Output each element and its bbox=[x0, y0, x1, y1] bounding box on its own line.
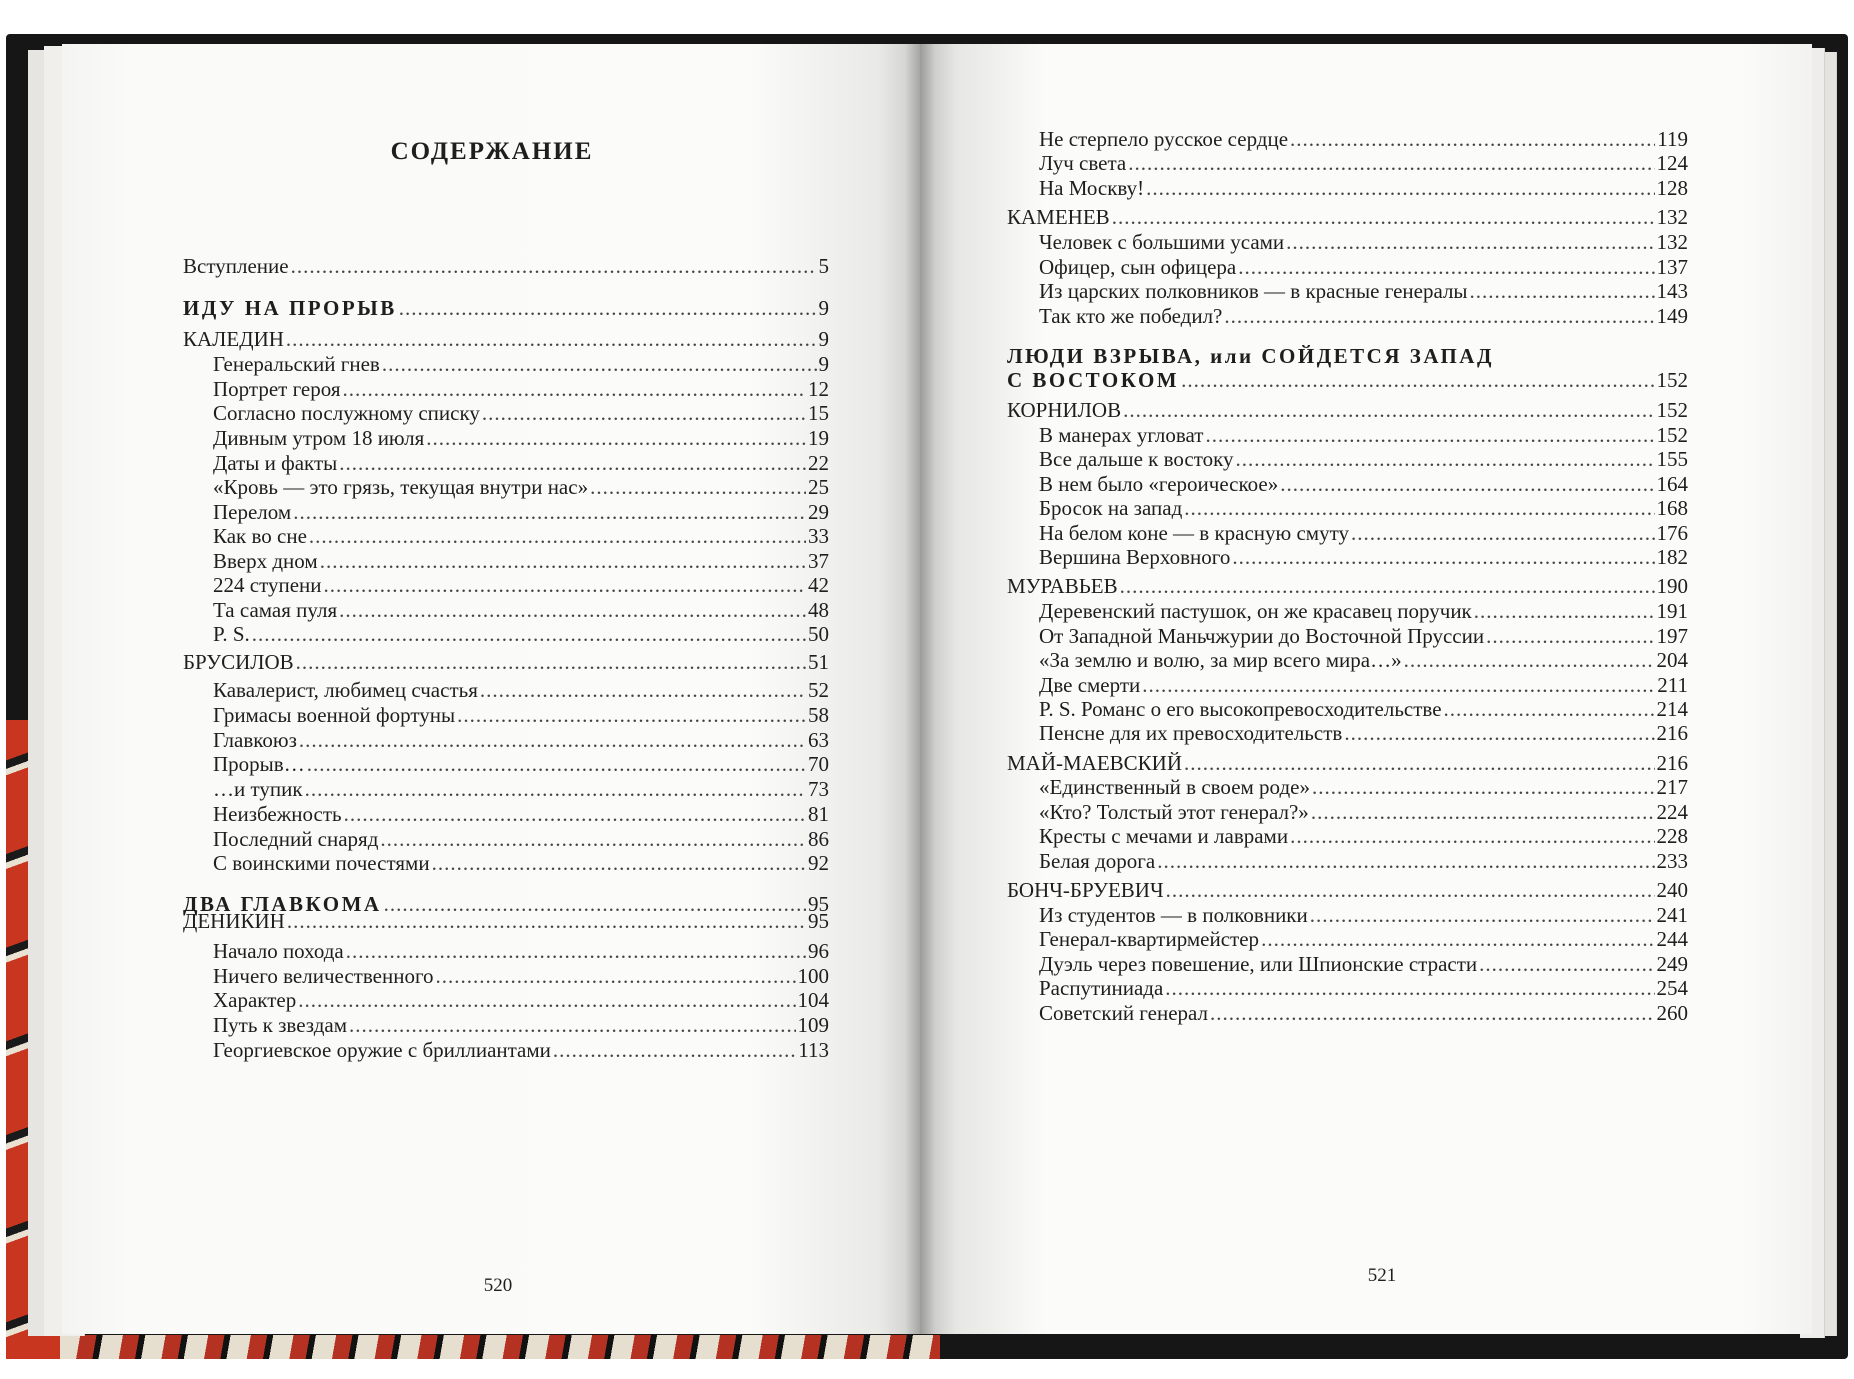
toc-entry-page: 9 bbox=[818, 296, 829, 320]
toc-leader-dots bbox=[1344, 719, 1654, 748]
toc-entry-page: 244 bbox=[1656, 927, 1688, 951]
toc-entry-title: Гримасы военной фортуны bbox=[213, 703, 456, 727]
toc-entry bbox=[1039, 719, 1688, 748]
toc-entry-title: С ВОСТОКОМ bbox=[1007, 368, 1180, 392]
toc-entry-page: 216 bbox=[1656, 751, 1688, 775]
toc-entry-title: Человек с большими усами bbox=[1039, 230, 1285, 254]
page-number-right: 521 bbox=[1367, 1265, 1397, 1286]
toc-entry-title: …и тупик bbox=[213, 777, 303, 801]
toc-entry-page: 25 bbox=[808, 475, 829, 499]
toc-entry-title: Георгиевское оружие с бриллиантами bbox=[213, 1038, 551, 1062]
toc-entry-title: Вершина Верховного bbox=[1039, 545, 1231, 569]
toc-entry-title: Прорыв… bbox=[213, 752, 305, 776]
toc-entry-title: Две смерти bbox=[1039, 673, 1141, 697]
toc-leader-dots bbox=[1157, 847, 1654, 876]
toc-entry-page: 152 bbox=[1656, 398, 1688, 422]
toc-leader-dots bbox=[1224, 302, 1654, 331]
toc-entry-page: 58 bbox=[808, 703, 829, 727]
toc-entry-title: P. S. Романс о его высокопревосходительстве bbox=[1039, 697, 1442, 721]
right-page bbox=[920, 44, 1812, 1334]
toc-entry-page: 260 bbox=[1656, 1001, 1688, 1025]
toc-leader-dots bbox=[1181, 366, 1654, 395]
toc-entry-title: МАЙ-МАЕВСКИЙ bbox=[1007, 751, 1183, 775]
toc-entry-title: Генерал-квартирмейстер bbox=[1039, 927, 1260, 951]
toc-entry-title: Белая дорога bbox=[1039, 849, 1156, 873]
toc-entry-page: 48 bbox=[808, 598, 829, 622]
toc-entry-title: Деревенский пастушок, он же красавец поручик bbox=[1039, 599, 1472, 623]
toc-entry-page: 152 bbox=[1656, 368, 1688, 392]
toc-entry bbox=[1039, 999, 1688, 1028]
toc-leader-dots bbox=[291, 252, 817, 281]
toc-entry-page: 86 bbox=[808, 827, 829, 851]
toc-entry-title: «Кто? Толстый этот генерал?» bbox=[1039, 800, 1309, 824]
toc-entry-title: Кавалерист, любимец счастья bbox=[213, 678, 478, 702]
toc-entry-page: 113 bbox=[798, 1038, 829, 1062]
toc-entry-page: 100 bbox=[797, 964, 829, 988]
toc-entry-page: 233 bbox=[1656, 849, 1688, 873]
toc-entry-title: Пенсне для их превосходительств bbox=[1039, 721, 1343, 745]
toc-entry-title: Бросок на запад bbox=[1039, 496, 1183, 520]
toc-entry-title: Ничего величественного bbox=[213, 964, 434, 988]
toc-leader-dots bbox=[287, 907, 806, 936]
toc-entry-page: 63 bbox=[808, 728, 829, 752]
toc-leader-dots bbox=[252, 620, 806, 649]
toc-entry-title: Даты и факты bbox=[213, 451, 338, 475]
toc-entry-title: Вступление bbox=[183, 254, 289, 278]
toc-entry-title: Из царских полковников — в красные генералы bbox=[1039, 279, 1468, 303]
toc-entry-page: 143 bbox=[1656, 279, 1688, 303]
toc-entry-page: 216 bbox=[1656, 721, 1688, 745]
toc-entry-page: 119 bbox=[1657, 127, 1688, 151]
toc-entry bbox=[1039, 302, 1688, 331]
toc-entry-page: 224 bbox=[1656, 800, 1688, 824]
toc-entry-title: Согласно послужному списку bbox=[213, 401, 480, 425]
toc-entry-title: Распутиниада bbox=[1039, 976, 1164, 1000]
toc-entry-page: 182 bbox=[1656, 545, 1688, 569]
toc-entry-page: 29 bbox=[808, 500, 829, 524]
toc-entry-title: 224 ступени bbox=[213, 573, 322, 597]
toc-entry-title: Дуэль через повешение, или Шпионские страсти bbox=[1039, 952, 1478, 976]
toc-entry-page: 168 bbox=[1656, 496, 1688, 520]
toc-entry-page: 190 bbox=[1656, 574, 1688, 598]
toc-entry-title: БОНЧ-БРУЕВИЧ bbox=[1007, 878, 1164, 902]
toc-entry bbox=[213, 1036, 829, 1065]
toc-entry-title: Характер bbox=[213, 988, 297, 1012]
toc-entry-title: КАЛЕДИН bbox=[183, 327, 284, 351]
toc-entry-page: 132 bbox=[1656, 205, 1688, 229]
toc-entry-title: ЛЮДИ ВЗРЫВА, или СОЙДЕТСЯ ЗАПАД bbox=[1007, 344, 1494, 368]
toc-entry-page: 42 bbox=[808, 573, 829, 597]
toc-entry bbox=[1007, 366, 1688, 395]
toc-entry-title: Все дальше к востоку bbox=[1039, 447, 1234, 471]
toc-entry-page: 240 bbox=[1656, 878, 1688, 902]
toc-entry-title: В манерах угловат bbox=[1039, 423, 1204, 447]
toc-entry-title: Офицер, сын офицера bbox=[1039, 255, 1237, 279]
toc-entry-title: Начало похода bbox=[213, 939, 344, 963]
toc-entry-title: На Москву! bbox=[1039, 176, 1145, 200]
toc-entry-title: Как во сне bbox=[213, 524, 307, 548]
toc-entry-title: Та самая пуля bbox=[213, 598, 338, 622]
toc-entry-title: Путь к звездам bbox=[213, 1013, 347, 1037]
toc-entry-page: 104 bbox=[797, 988, 829, 1012]
toc-entry-title: От Западной Маньчжурии до Восточной Пруссии bbox=[1039, 624, 1485, 648]
toc-entry bbox=[213, 849, 829, 878]
toc-entry-title: ИДУ НА ПРОРЫВ bbox=[183, 296, 397, 320]
toc-entry-title: БРУСИЛОВ bbox=[183, 650, 294, 674]
toc-entry-title: Не стерпело русское сердце bbox=[1039, 127, 1289, 151]
toc-entry bbox=[1039, 847, 1688, 876]
toc-entry bbox=[1039, 174, 1688, 203]
toc-entry bbox=[1039, 543, 1688, 572]
toc-entry-page: 132 bbox=[1656, 230, 1688, 254]
toc-entry-title: Неизбежность bbox=[213, 802, 342, 826]
page-number-left: 520 bbox=[483, 1275, 513, 1296]
toc-entry-title: КАМЕНЕВ bbox=[1007, 205, 1110, 229]
toc-entry-title: «За землю и волю, за мир всего мира…» bbox=[1039, 648, 1402, 672]
toc-entry-title: Портрет героя bbox=[213, 377, 341, 401]
toc-entry-page: 124 bbox=[1656, 151, 1688, 175]
toc-entry bbox=[183, 294, 829, 323]
toc-entry-page: 214 bbox=[1656, 697, 1688, 721]
toc-entry-page: 197 bbox=[1656, 624, 1688, 648]
toc-entry-page: 137 bbox=[1656, 255, 1688, 279]
toc-entry-page: 15 bbox=[808, 401, 829, 425]
toc-entry-title: «Кровь — это грязь, текущая внутри нас» bbox=[213, 475, 589, 499]
toc-entry-title: Из студентов — в полковники bbox=[1039, 903, 1308, 927]
toc-entry-page: 70 bbox=[808, 752, 829, 776]
toc-entry-page: 241 bbox=[1656, 903, 1688, 927]
toc-entry-page: 95 bbox=[808, 909, 829, 933]
toc-leader-dots bbox=[399, 294, 817, 323]
toc-entry-page: 51 bbox=[808, 650, 829, 674]
toc-entry-title: P. S. bbox=[213, 622, 250, 646]
toc-entry-page: 95 bbox=[808, 892, 829, 916]
toc-entry-title: Советский генерал bbox=[1039, 1001, 1209, 1025]
toc-entry-page: 128 bbox=[1656, 176, 1688, 200]
toc-entry-title: С воинскими почестями bbox=[213, 851, 430, 875]
toc-entry-page: 191 bbox=[1656, 599, 1688, 623]
toc-entry-page: 9 bbox=[818, 327, 829, 351]
toc-entry-title: «Единственный в своем роде» bbox=[1039, 775, 1310, 799]
toc-entry-page: 155 bbox=[1656, 447, 1688, 471]
toc-entry-page: 176 bbox=[1656, 521, 1688, 545]
toc-leader-dots bbox=[296, 648, 806, 677]
toc-entry bbox=[183, 648, 829, 677]
toc-entry-page: 73 bbox=[808, 777, 829, 801]
toc-entry-page: 109 bbox=[797, 1013, 829, 1037]
toc-entry-title: КОРНИЛОВ bbox=[1007, 398, 1122, 422]
toc-entry-page: 37 bbox=[808, 549, 829, 573]
toc-entry-title: Генеральский гнев bbox=[213, 352, 380, 376]
toc-entry-page: 152 bbox=[1656, 423, 1688, 447]
toc-entry-page: 249 bbox=[1656, 952, 1688, 976]
toc-entry-page: 254 bbox=[1656, 976, 1688, 1000]
toc-entry-title: Луч света bbox=[1039, 151, 1127, 175]
toc-entry-page: 92 bbox=[808, 851, 829, 875]
toc-entry-page: 211 bbox=[1657, 673, 1688, 697]
cover-art-bottom bbox=[60, 1335, 940, 1359]
toc-entry-page: 50 bbox=[808, 622, 829, 646]
toc-leader-dots bbox=[1210, 999, 1654, 1028]
toc-entry-page: 164 bbox=[1656, 472, 1688, 496]
toc-leader-dots bbox=[553, 1036, 796, 1065]
book-spine bbox=[905, 44, 935, 1334]
toc-entry-title: Дивным утром 18 июля bbox=[213, 426, 425, 450]
toc-entry-title: Так кто же победил? bbox=[1039, 304, 1223, 328]
toc-entry-page: 19 bbox=[808, 426, 829, 450]
toc-entry-title: На белом коне — в красную смуту bbox=[1039, 521, 1349, 545]
toc-entry-page: 217 bbox=[1656, 775, 1688, 799]
toc-entry-page: 5 bbox=[818, 254, 829, 278]
toc-leader-dots bbox=[1232, 543, 1654, 572]
toc-entry-page: 33 bbox=[808, 524, 829, 548]
toc-entry-page: 149 bbox=[1656, 304, 1688, 328]
toc-entry-title: ДВА ГЛАВКОМА bbox=[183, 892, 382, 916]
toc-entry-page: 81 bbox=[808, 802, 829, 826]
toc-entry-page: 12 bbox=[808, 377, 829, 401]
toc-entry-title: Перелом bbox=[213, 500, 292, 524]
toc-leader-dots bbox=[1146, 174, 1654, 203]
toc-entry bbox=[183, 907, 829, 936]
toc-entry-title: Главкоюз bbox=[213, 728, 297, 752]
toc-entry-page: 204 bbox=[1656, 648, 1688, 672]
toc-entry-title: МУРАВЬЕВ bbox=[1007, 574, 1118, 598]
toc-entry-title: В нем было «героическое» bbox=[1039, 472, 1279, 496]
toc-entry-title: Вверх дном bbox=[213, 549, 318, 573]
toc-entry-page: 22 bbox=[808, 451, 829, 475]
toc-entry-title: Кресты с мечами и лаврами bbox=[1039, 824, 1289, 848]
toc-entry bbox=[183, 252, 829, 281]
toc-entry-page: 228 bbox=[1656, 824, 1688, 848]
toc-entry-title: Последний снаряд bbox=[213, 827, 379, 851]
toc-entry-title: ДЕНИКИН bbox=[183, 909, 285, 933]
left-page bbox=[62, 44, 922, 1334]
toc-entry-page: 9 bbox=[818, 352, 829, 376]
toc-leader-dots bbox=[432, 849, 806, 878]
toc-entry-page: 96 bbox=[808, 939, 829, 963]
toc-entry bbox=[213, 620, 829, 649]
toc-entry-page: 52 bbox=[808, 678, 829, 702]
page-title: СОДЕРЖАНИЕ bbox=[390, 138, 594, 165]
